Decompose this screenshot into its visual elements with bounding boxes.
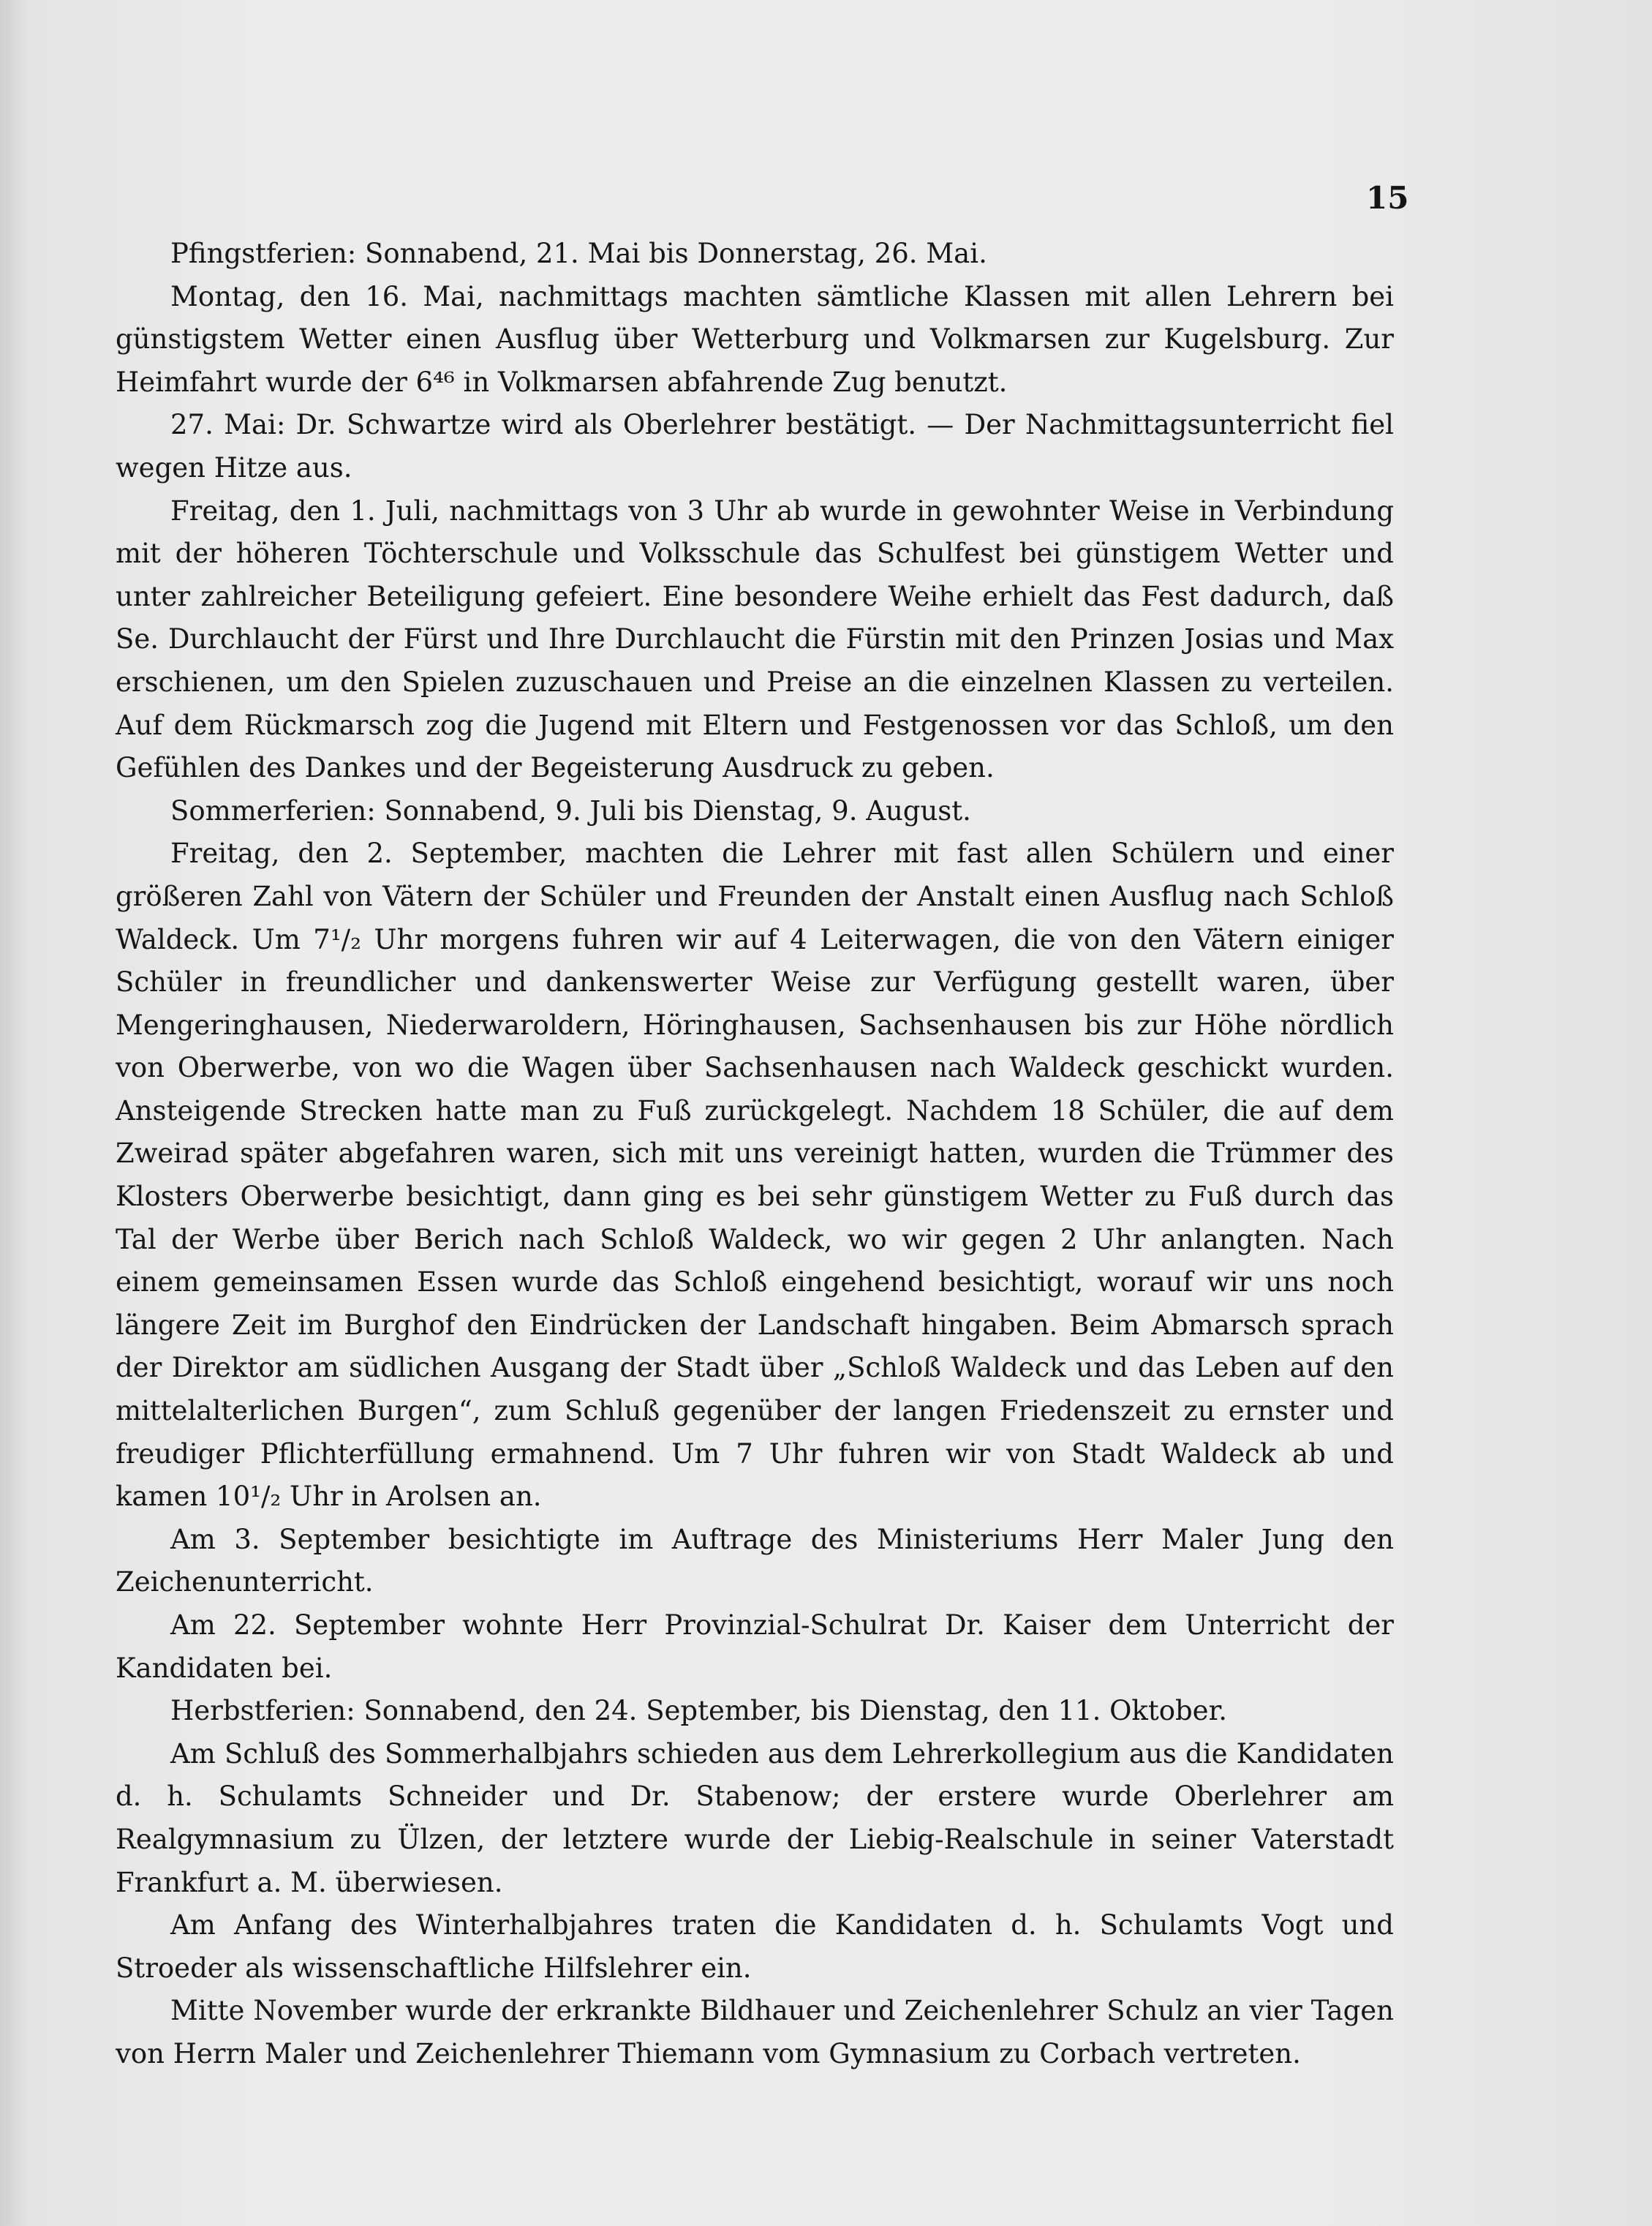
- paragraph-sommerferien: Sommerferien: Sonnabend, 9. Juli bis Dienstag, 9. August.: [170, 794, 971, 827]
- paragraph-ausflug-waldeck: Freitag, den 2. September, machten die Lehrer mit fast allen Schülern und einer größeren Zahl von Vätern der Schüler und Freunden der Anstalt einen Ausflug nach Schloß Waldeck. Um 7¹/₂ Uhr morgens fuhren wir auf 4 Leiterwagen, die von den Vätern einiger Schüler in freundlicher und dankenswerter Weise zur Verfügung gestellt waren, über Mengeringhausen, Niederwaroldern, Höringhausen, Sachsenhausen bis zur Höhe nördlich von Oberwerbe, von wo die Wagen über Sachsenhausen nach Waldeck geschickt wurden. Ansteigende Strecken hatte man zu Fuß zurückgelegt. Nachdem 18 Schüler, die auf dem Zweirad später abgefahren waren, sich mit uns vereinigt hatten, wurden die Trümmer des Klosters Oberwerbe besichtigt, dann ging es bei sehr günstigem Wetter zu Fuß durch das Tal der Werbe über Berich nach Schloß Waldeck, wo wir gegen 2 Uhr anlangten. Nach einem gemeinsamen Essen wurde das Schloß eingehend besichtigt, worauf wir uns noch längere Zeit im Burghof den Eindrücken der Landschaft hingaben. Beim Abmarsch sprach der Direktor am südlichen Ausgang der Stadt über „Schloß Waldeck und das Leben auf den mittelalterlichen Burgen“, zum Schluß gegenüber der langen Friedenszeit zu ernster und freudiger Pflichterfüllung ermahnend. Um 7 Uhr fuhren wir von Stadt Waldeck ab und kamen 10¹/₂ Uhr in Arolsen an.: [116, 838, 1394, 1513]
- paragraph-pfingstferien: Pfingstferien: Sonnabend, 21. Mai bis Donnerstag, 26. Mai.: [170, 238, 987, 269]
- body-text: [116, 233, 1394, 2076]
- paragraph-kandidaten-ausscheiden: Am Schluß des Sommerhalbjahrs schieden aus dem Lehrerkollegium aus die Kandidaten d. h. Schulamts Schneider und Dr. Stabenow; der erstere wurde Oberlehrer am Realgymnasium zu Ülzen, der letztere wurde der Liebig-Realschule in seiner Vaterstadt Frankfurt a. M. überwiesen.: [116, 1737, 1394, 1898]
- paragraph-schulfest: Freitag, den 1. Juli, nachmittags von 3 Uhr ab wurde in gewohnter Weise in Verbindung mit der höheren Töchterschule und Volksschule das Schulfest bei günstigem Wetter und unter zahlreicher Beteiligung gefeiert. Eine besondere Weihe erhielt das Fest dadurch, daß Se. Durchlaucht der Fürst und Ihre Durchlaucht die Fürstin mit den Prinzen Josias und Max erschienen, um den Spielen zuzuschauen und Preise an die einzelnen Klassen zu verteilen. Auf dem Rückmarsch zog die Jugend mit Eltern und Festgenossen vor das Schloß, um den Gefühlen des Dankes und der Begeisterung Ausdruck zu geben.: [116, 495, 1394, 784]
- paragraph-kandidaten-eintritt: Am Anfang des Winterhalbjahres traten die Kandidaten d. h. Schulamts Vogt und Stroeder als wissenschaftliche Hilfslehrer ein.: [116, 1909, 1394, 1984]
- paragraph-schwartze-oberlehrer: 27. Mai: Dr. Schwartze wird als Oberlehrer bestätigt. — Der Nachmittagsunterricht fiel wegen Hitze aus.: [116, 409, 1394, 484]
- paragraph-vertretung-schulz: Mitte November wurde der erkrankte Bildhauer und Zeichenlehrer Schulz an vier Tagen von Herrn Maler und Zeichenlehrer Thiemann vom Gymnasium zu Corbach vertreten.: [116, 1995, 1394, 2069]
- paragraph-schulrat-besuch: Am 22. September wohnte Herr Provinzial-Schulrat Dr. Kaiser dem Unterricht der Kandidaten bei.: [116, 1609, 1394, 1684]
- paragraph-herbstferien: Herbstferien: Sonnabend, den 24. September, bis Dienstag, den 11. Oktober.: [170, 1695, 1227, 1727]
- paragraph-zeichenunterricht: Am 3. September besichtigte im Auftrage des Ministeriums Herr Maler Jung den Zeichenunterricht.: [116, 1523, 1394, 1598]
- page-number: 15: [1366, 180, 1409, 216]
- paragraph-ausflug-kugelsburg: Montag, den 16. Mai, nachmittags machten sämtliche Klassen mit allen Lehrern bei günstigstem Wetter einen Ausflug über Wetterburg und Volkmarsen zur Kugelsburg. Zur Heimfahrt wurde der 6⁴⁶ in Volkmarsen abfahrende Zug benutzt.: [116, 280, 1394, 398]
